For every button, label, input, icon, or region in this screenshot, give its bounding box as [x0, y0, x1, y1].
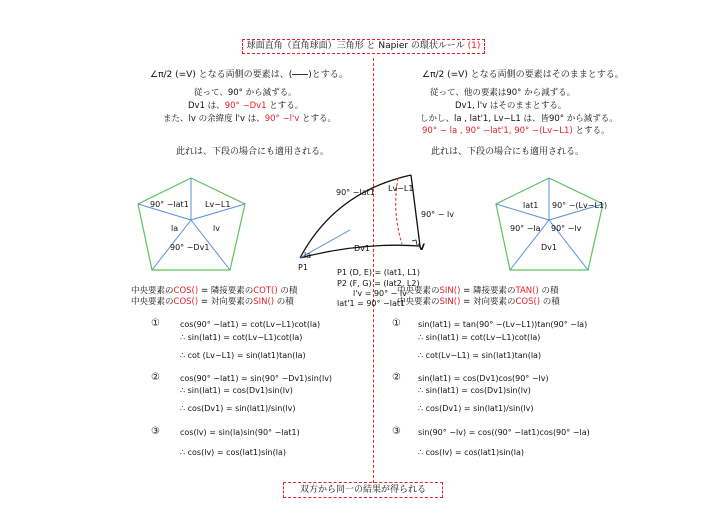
left-rule1-fn2: COT()	[253, 286, 278, 296]
page-title-number: (1)	[467, 41, 481, 51]
right-eq1-line2: ∴ sin(lat1) = cot(Lv−L1)cot(la)	[418, 333, 541, 342]
left-line3-pre: また、lv の余緯度 l'v は、	[163, 114, 265, 124]
left-line3-post: とする。	[299, 114, 337, 124]
left-eq1-line3: ∴ cot (Lv−L1) = sin(lat1)tan(la)	[180, 351, 306, 360]
left-rule1-fn: COS()	[173, 286, 199, 296]
right-rule1-fn2: TAN()	[515, 286, 539, 296]
left-eq3-marker: ③	[151, 426, 160, 437]
left-line2-pre: Dv1 は、	[188, 101, 225, 111]
left-rule2	[131, 297, 294, 307]
right-rule2-mid: = 対向要素の	[460, 297, 516, 307]
right-pent-mid-left: 90° −la	[510, 224, 541, 233]
left-line3-red: 90° −l'v	[264, 114, 300, 124]
right-eq3-marker: ③	[392, 426, 401, 437]
center-p1-coords: P1 (D, E) = (lat1, L1)	[337, 268, 421, 277]
right-line4-post: とする。	[572, 126, 610, 136]
left-pent-mid-right: lv	[213, 224, 220, 233]
right-eq1-line1: sin(lat1) = tan(90° −(Lv−L1))tan(90° −la)	[418, 320, 588, 329]
left-rule2-mid: = 対向要素の	[198, 297, 254, 307]
left-eq2-line1: cos(90° −lat1) = sin(90° −Dv1)sin(lv)	[180, 374, 333, 383]
left-rule2-pre: 中央要素の	[131, 297, 174, 307]
right-eq1-line3: ∴ cot(Lv−L1) = sin(lat1)tan(la)	[418, 351, 542, 360]
right-rule1-fn: SIN()	[439, 286, 461, 296]
left-eq1-line2: ∴ sin(lat1) = cot(Lv−L1)cot(la)	[180, 333, 303, 342]
right-eq1-marker: ①	[392, 318, 401, 329]
right-pent-top-left: lat1	[523, 201, 539, 210]
right-pent-bottom: Dv1	[541, 243, 557, 252]
right-rule2-fn2: COS()	[515, 297, 541, 307]
left-rule1-mid: = 隣接要素の	[198, 286, 254, 296]
right-line3: しかし、la , lat'1, Lv−L1 は、皆90° から減ずる。	[420, 114, 618, 124]
right-eq2-line1: sin(lat1) = cos(Dv1)cos(90° −lv)	[418, 374, 549, 383]
right-rule1	[397, 286, 559, 296]
left-rule2-fn2: SIN()	[253, 297, 275, 307]
center-label-la: la	[304, 251, 312, 260]
right-eq2-marker: ②	[392, 372, 401, 383]
left-line2-red: 90° −Dv1	[224, 101, 267, 111]
right-eq2-line2: ∴ sin(lat1) = cos(Dv1)sin(lv)	[418, 386, 531, 395]
left-rule2-post: の積	[274, 297, 294, 307]
left-eq2-line3: ∴ cos(Dv1) = sin(lat1)/sin(lv)	[180, 404, 296, 413]
left-pent-bottom: 90° −Dv1	[170, 243, 210, 252]
left-heading-pre: ∠π/2 (=V) となる両側の要素は、(	[150, 70, 293, 80]
left-eq2-line2: ∴ sin(lat1) = cos(Dv1)sin(lv)	[180, 386, 293, 395]
right-pent-mid-right: 90° −lv	[551, 224, 582, 233]
left-pentagon	[138, 178, 245, 270]
page-title-text: 球面直角（直角球面）三角形 と Napier の環状ルール	[246, 41, 468, 51]
left-rule1	[131, 286, 297, 296]
right-eq2-line3: ∴ cos(Dv1) = sin(lat1)/sin(lv)	[418, 404, 534, 413]
right-rule1-mid: = 隣接要素の	[460, 286, 516, 296]
left-eq3-line2: ∴ cos(lv) = cos(lat1)sin(la)	[180, 448, 286, 457]
center-p2-coords: P2 (F, G) = (lat2, L2)	[337, 279, 420, 288]
left-line1: 従って、90° から減ずる。	[194, 88, 297, 98]
left-eq3-line1: cos(lv) = sin(la)sin(90° −lat1)	[180, 428, 300, 437]
right-eq3-line1: sin(90° −lv) = cos((90° −lat1)cos(90° −la)	[418, 428, 590, 437]
left-applies: 此れは、下段の場合にも適用される。	[176, 147, 330, 157]
right-rule2-fn: SIN()	[439, 297, 461, 307]
center-label-dv1: Dv1	[354, 244, 370, 253]
right-eq3-line2: ∴ cos(lv) = cos(lat1)sin(la)	[418, 448, 524, 457]
right-line2: Dv1, l'v はそのままとする。	[455, 101, 567, 111]
left-eq1-line1: cos(90° −lat1) = cot(Lv−L1)cot(la)	[180, 320, 321, 329]
right-rule2-post: の積	[540, 297, 560, 307]
center-label-lv: 90° − lv	[421, 210, 454, 219]
left-rule1-post: の積	[277, 286, 298, 296]
right-pent-top-right: 90° −(Lv−L1)	[552, 201, 608, 210]
left-pent-top-left: 90° −lat1	[150, 200, 189, 209]
center-label-v: V	[418, 243, 425, 253]
right-rule2	[397, 297, 560, 307]
left-heading-post: )とする。	[308, 70, 348, 80]
right-applies: 此れは、下段の場合にも適用される。	[431, 147, 585, 157]
center-lat-eq: lat'1 = 90° −lat1	[337, 299, 406, 308]
center-label-lat: 90° −lat1	[336, 188, 375, 197]
left-pent-top-right: Lv−L1	[205, 200, 231, 209]
left-rule1-pre: 中央要素の	[131, 286, 174, 296]
left-line2-post: とする。	[266, 101, 304, 111]
right-line1: 従って、他の要素は90° から減ずる。	[430, 88, 576, 98]
right-rule1-post: の積	[538, 286, 559, 296]
center-lv-eq: l'v = 90° − lv	[353, 289, 407, 298]
right-rule1-pre: 中央要素の	[397, 286, 440, 296]
right-heading: ∠π/2 (=V) となる両側の要素はそのままとする。	[422, 70, 624, 80]
left-eq1-marker: ①	[151, 318, 160, 329]
left-eq2-marker: ②	[151, 372, 160, 383]
center-label-lvl1: Lv−L1	[388, 184, 414, 193]
footer-note: 双方から同一の結果が得られる	[283, 482, 443, 498]
right-angle-mark	[412, 240, 417, 245]
left-pent-mid-left: la	[171, 224, 179, 233]
right-line4-red: 90° − la , 90° −lat'1, 90° −(Lv−L1)	[422, 126, 573, 136]
center-label-p1: P1	[298, 263, 308, 272]
left-pentagon-spokes	[138, 178, 245, 270]
left-rule2-fn: COS()	[173, 297, 199, 307]
right-rule2-pre: 中央要素の	[397, 297, 440, 307]
